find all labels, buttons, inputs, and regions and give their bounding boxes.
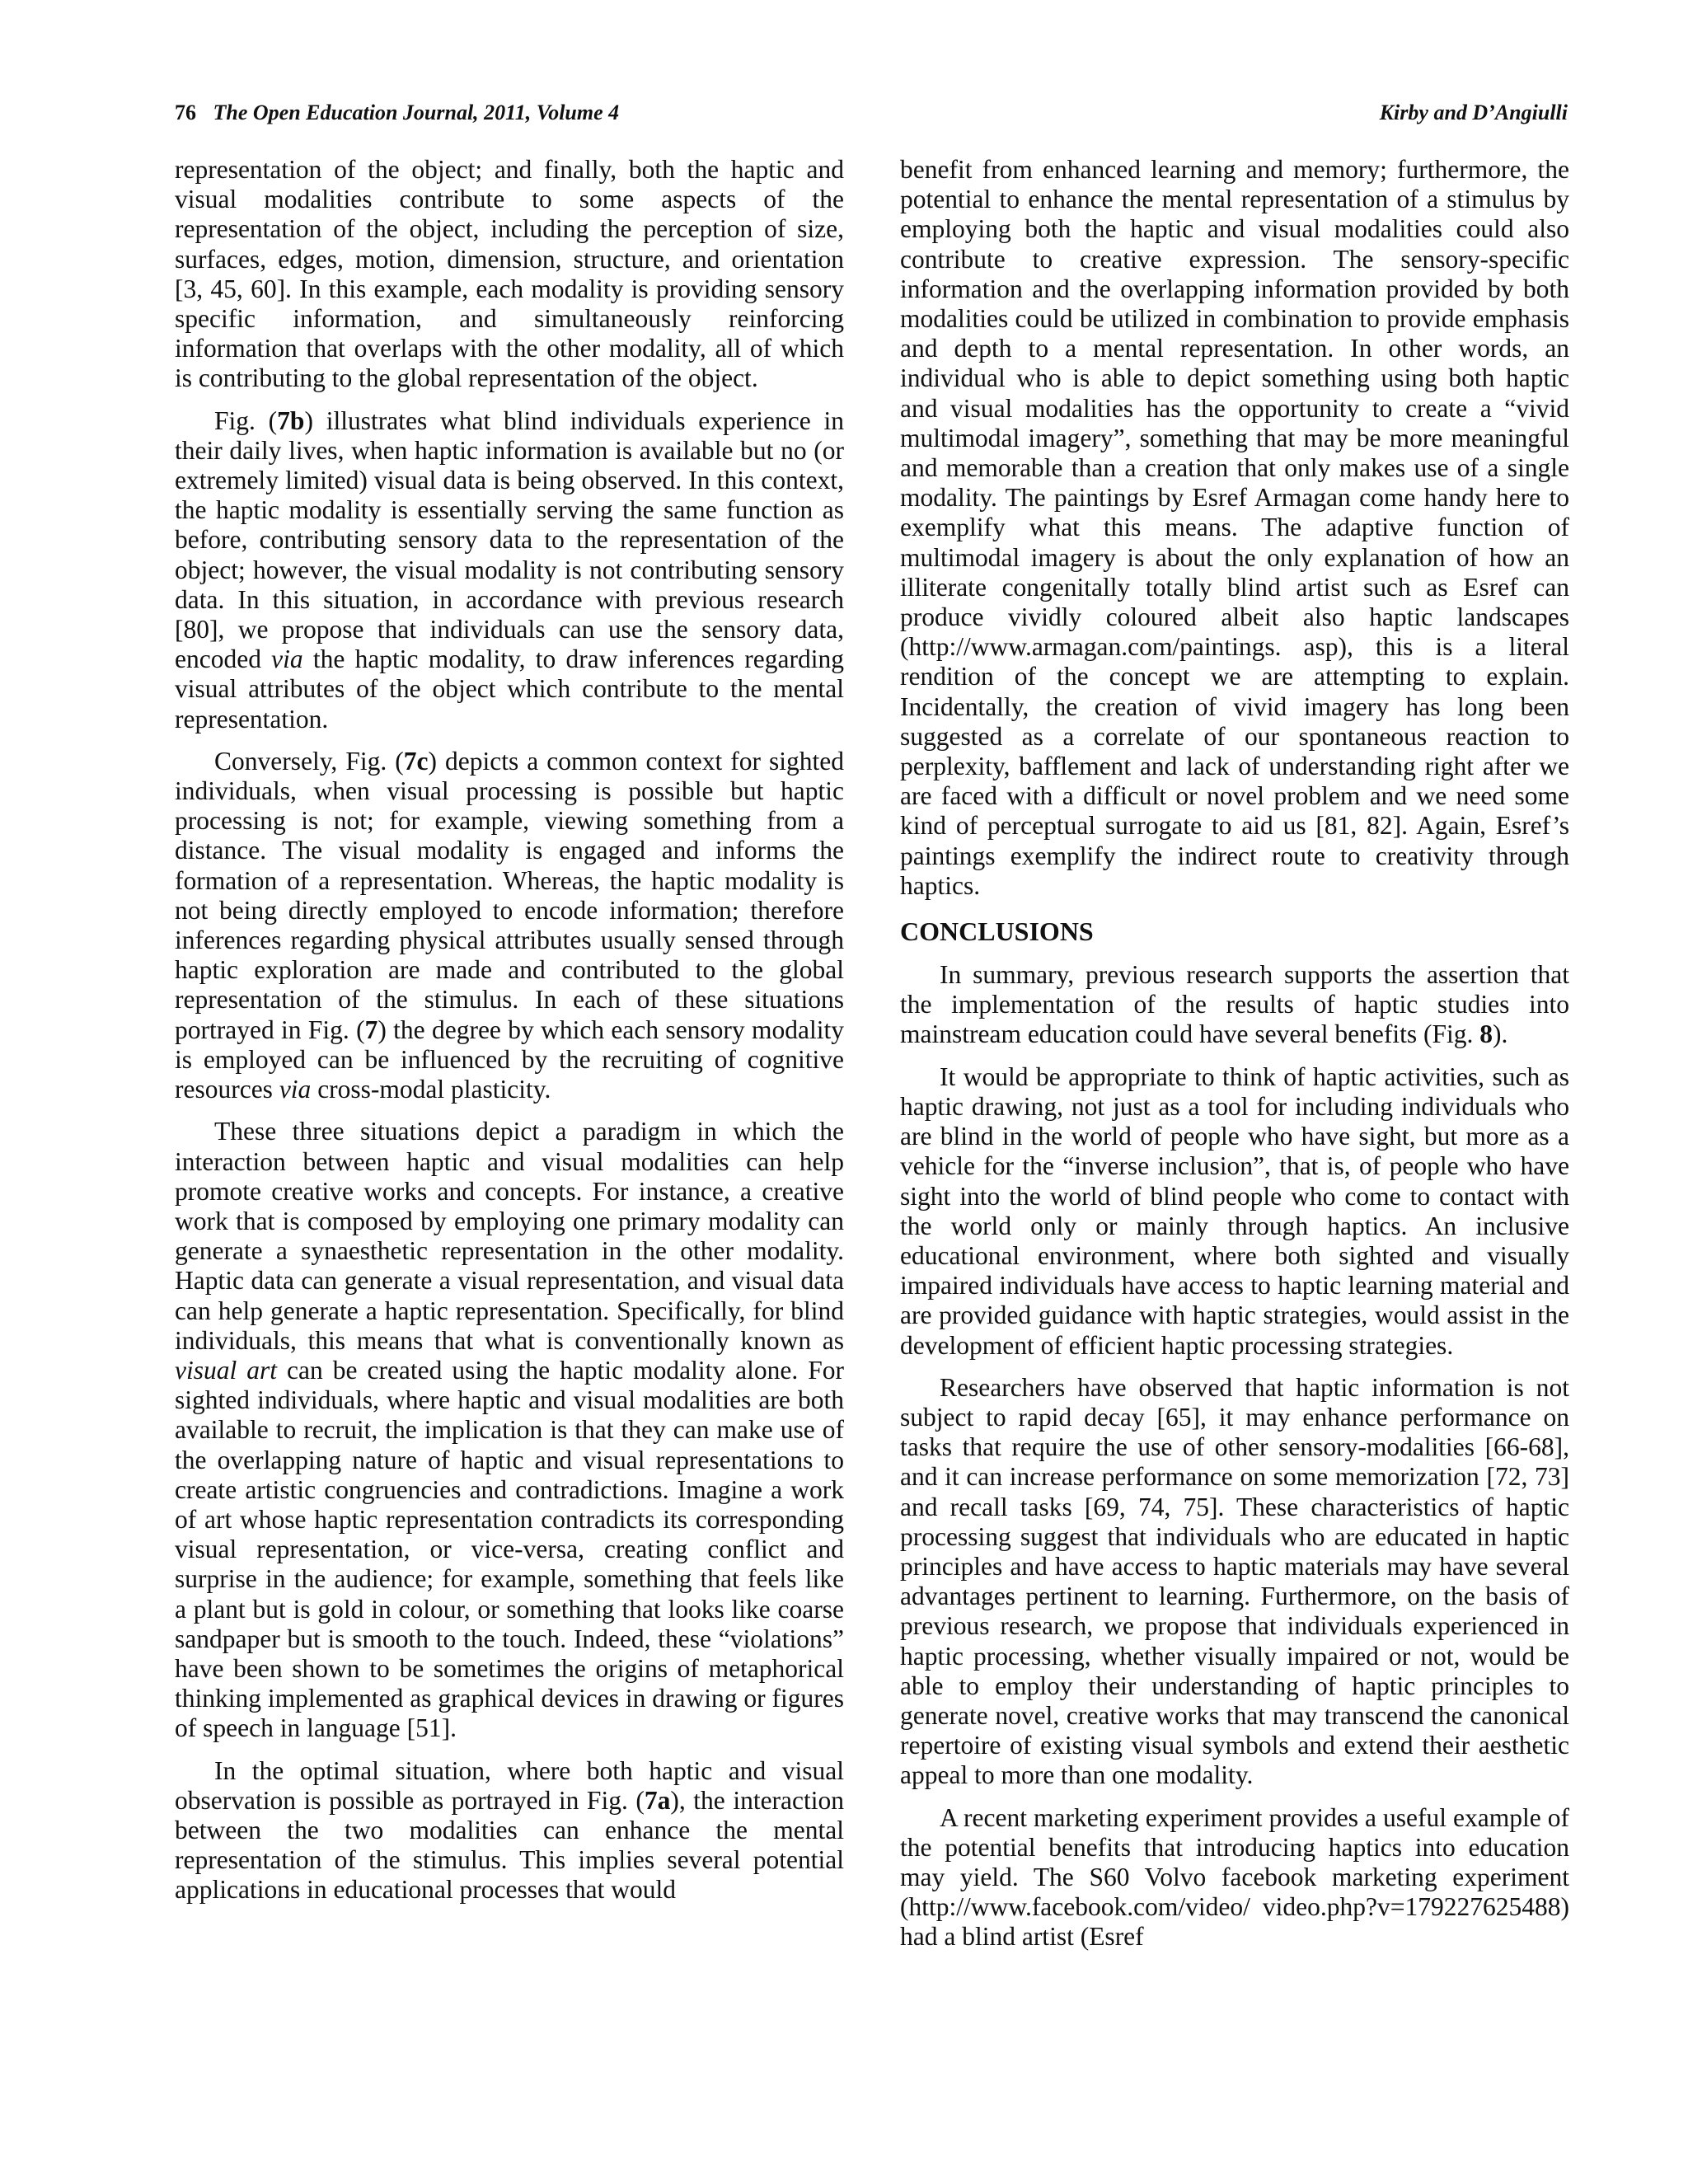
- paragraph: [175, 406, 844, 734]
- paragraph-text: cross-modal plasticity.: [311, 1075, 551, 1104]
- journal-title: The Open Education Journal, 2011, Volume 4: [213, 101, 620, 124]
- right-column: [900, 155, 1569, 1965]
- paragraph-text: These three situations depict a paradigm in which the interaction between haptic and visual modalities can help promote creative works and concepts. For instance, a creative work that is composed by employing one primary modality can generate a synaesthetic representation in the other modality. Haptic data can generate a visual representation, and visual data can help generate a haptic representation. Specifically, for blind individuals, this means that what is conventionally known as: [175, 1117, 844, 1355]
- paragraph-text: In the optimal situation, where both haptic and visual observation is possible as portrayed in Fig. (: [175, 1755, 844, 1815]
- paragraph-text: In summary, previous research supports the assertion that the implementation of the results of haptic studies into mainstream education could have several benefits (Fig.: [900, 960, 1569, 1049]
- paragraph-text: Conversely, Fig. (: [214, 746, 404, 776]
- paragraph-text: ).: [1493, 1019, 1508, 1049]
- figure-ref: 7c: [403, 746, 429, 776]
- figure-ref: 7: [364, 1015, 378, 1044]
- figure-ref: 8: [1479, 1019, 1493, 1049]
- paragraph-text: A recent marketing experiment provides a useful example of the potential benefits that introducing haptics into education may yield. The S60 Volvo facebook marketing experiment (http://www.facebook.com/video/ video.php?v=179227625488) had a blind artist (Esref: [900, 1802, 1569, 1952]
- paragraph-text: Researchers have observed that haptic information is not subject to rapid decay [65], it may enhance performance on tasks that require the use of other sensory-modalities [66-68], and it can increase performance on some memorization [72, 73] and recall tasks [69, 74, 75]. These characteristics of haptic processing suggest that individuals who are educated in haptic principles and have access to haptic materials may have several advantages pertinent to learning. Furthermore, on the basis of previous research, we propose that individuals experienced in haptic processing, whether visually impaired or not, would be able to employ their understanding of haptic principles to generate novel, creative works that may transcend the canonical repertoire of existing visual symbols and extend their aesthetic appeal to more than one modality.: [900, 1372, 1569, 1790]
- paragraph: [175, 1756, 844, 1905]
- paragraph: [900, 1062, 1569, 1361]
- figure-ref: 7b: [277, 405, 305, 435]
- paragraph: [900, 155, 1569, 901]
- left-column: [175, 155, 844, 1918]
- paragraph-text: benefit from enhanced learning and memory; furthermore, the potential to enhance the mental representation of a stimulus by employing both the haptic and visual modalities could also contribute to creative expression. The sensory-specific information and the overlapping information provided by both modalities could be utilized in combination to provide emphasis and depth to a mental representation. In other words, an individual who is able to depict something using both haptic and visual modalities has the opportunity to create a “vivid multimodal imagery”, something that may be more meaningful and memorable than a creation that only makes use of a single modality. The paintings by Esref Armagan come handy here to exemplify what this means. The adaptive function of multimodal imagery is about the only explanation of how an illiterate congenitally totally blind artist such as Esref can produce vividly coloured albeit also haptic landscapes (http://www.armagan.com/paintings. asp), this is a literal rendition of the concept we are attempting to explain. Incidentally, the creation of vivid imagery has long been suggested as a correlate of our spontaneous reaction to perplexity, bafflement and lack of understanding right after we are faced with a difficult or novel problem and we need some kind of perceptual surrogate to aid us [81, 82]. Again, Esref’s paintings exemplify the indirect route to creativity through haptics.: [900, 155, 1569, 900]
- italic-term: via: [271, 644, 303, 674]
- paragraph-text: ) the degree by which each sensory modality is employed can be influenced by the recruiting of cognitive resources: [175, 1015, 844, 1104]
- paragraph: [175, 1117, 844, 1743]
- paragraph-text: representation of the object; and finally, both the haptic and visual modalities contribute to some aspects of the representation of the object, including the perception of size, surfaces, edges, motion, dimension, structure, and orientation [3, 45, 60]. In this example, each modality is providing sensory specific information, and simultaneously reinforcing information that overlaps with the other modality, all of which is contributing to the global representation of the object.: [175, 155, 844, 393]
- paragraph-text: can be created using the haptic modality alone. For sighted individuals, where haptic and visual modalities are both available to recruit, the implication is that they can make use of the overlapping nature of haptic and visual representations to create artistic congruencies and contradictions. Imagine a work of art whose haptic representation contradicts its corresponding visual representation, or vice-versa, creating conflict and surprise in the audience; for example, something that feels like a plant but is gold in colour, or something that looks like coarse sandpaper but is smooth to the touch. Indeed, these “violations” have been shown to be sometimes the origins of metaphorical thinking implemented as graphical devices in drawing or figures of speech in language [51].: [175, 1355, 844, 1743]
- italic-term: visual art: [175, 1355, 278, 1385]
- page-number: 76: [175, 101, 196, 124]
- figure-ref: 7a: [644, 1785, 671, 1815]
- paragraph: [175, 155, 844, 394]
- paragraph: [175, 747, 844, 1104]
- paragraph-text: It would be appropriate to think of haptic activities, such as haptic drawing, not just as a tool for including individuals who are blind in the world of people who have sight, but more as a vehicle for the “inverse inclusion”, that is, of people who have sight into the world of blind people who come to contact with the world only or mainly through haptics. An inclusive educational environment, where both sighted and visually impaired individuals have access to haptic learning material and are provided guidance with haptic strategies, would assist in the development of efficient haptic processing strategies.: [900, 1062, 1569, 1360]
- running-header: [175, 101, 1568, 134]
- paragraph-text: Fig. (: [214, 405, 278, 435]
- paragraph-text: ), the interaction between the two modalities can enhance the mental representation of the stimulus. This implies several potential applications in educational processes that would: [175, 1785, 845, 1905]
- author-names: Kirby and D’Angiulli: [1379, 101, 1568, 124]
- paragraph-text: the haptic modality, to draw inferences regarding visual attributes of the object which contribute to the mental representation.: [175, 644, 844, 733]
- paragraph-text: ) depicts a common context for sighted individuals, when visual processing is possible but haptic processing is not; for example, viewing something from a distance. The visual modality is engaged and informs the formation of a representation. Whereas, the haptic modality is not being directly employed to encode information; therefore inferences regarding physical attributes usually sensed through haptic exploration are made and contributed to the global representation of the stimulus. In each of these situations portrayed in Fig. (: [175, 746, 845, 1044]
- paragraph: [900, 1373, 1569, 1791]
- section-heading: CONCLUSIONS: [900, 916, 1094, 947]
- paragraph: [900, 960, 1569, 1050]
- paragraph: [900, 1803, 1569, 1952]
- paragraph-text: ) illustrates what blind individuals experience in their daily lives, when haptic information is available but no (or extremely limited) visual data is being observed. In this context, the haptic modality is essentially serving the same function as before, contributing sensory data to the representation of the object; however, the visual modality is not contributing sensory data. In this situation, in accordance with previous research [80], we propose that individuals can use the sensory data, encoded: [175, 405, 844, 674]
- italic-term: via: [279, 1075, 312, 1104]
